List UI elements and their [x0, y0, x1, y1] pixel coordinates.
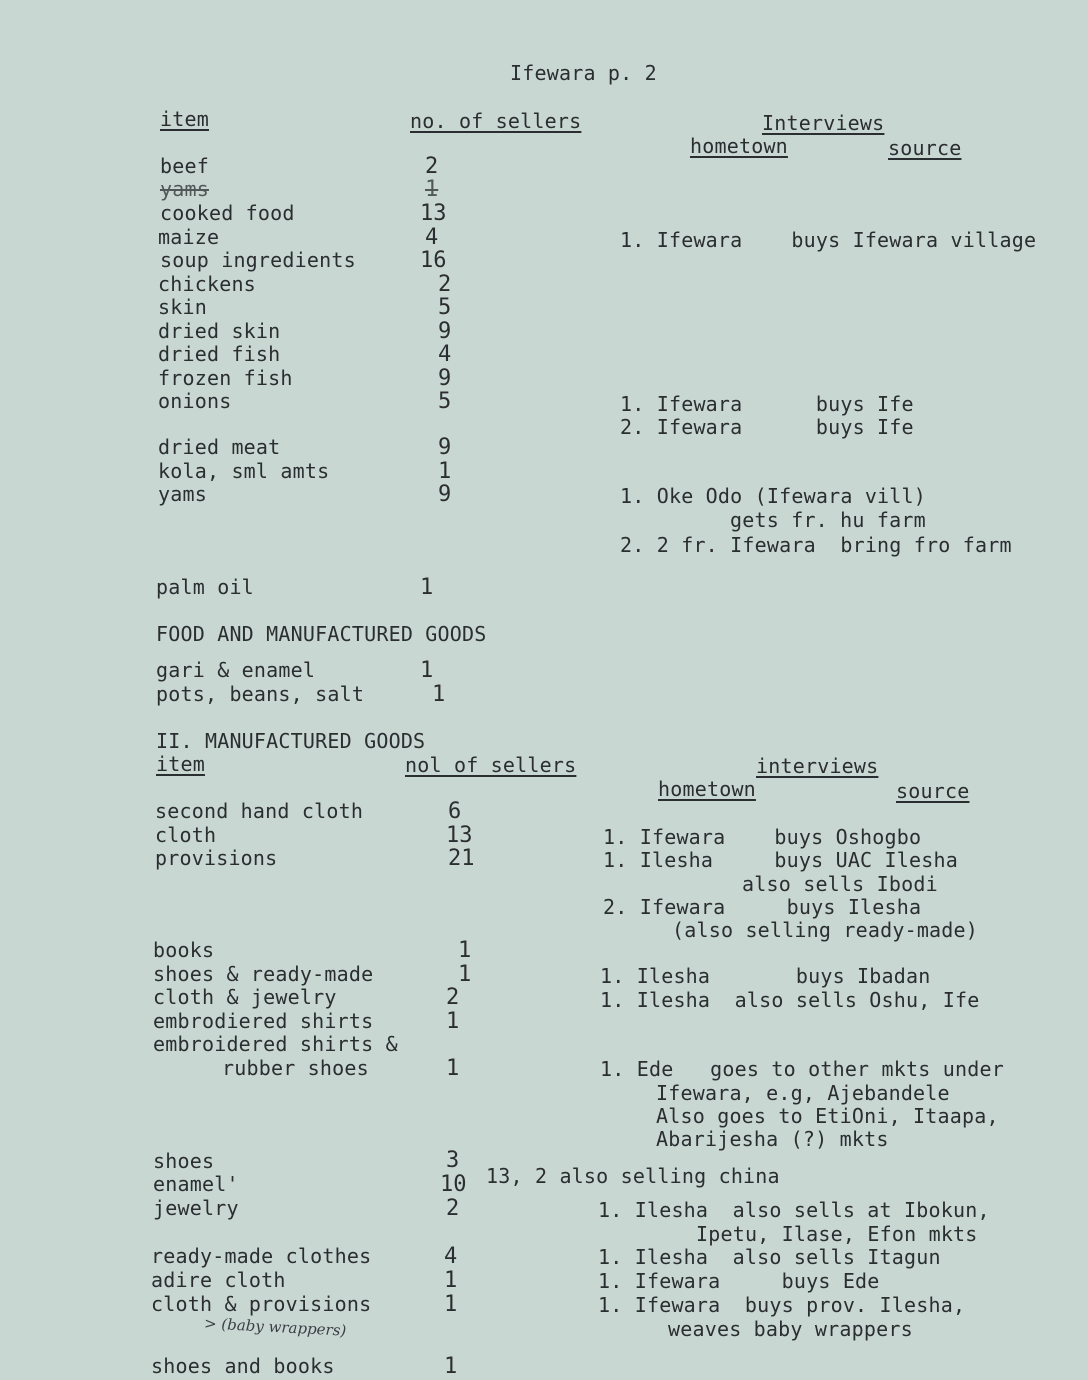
item-count: 21: [448, 846, 475, 871]
item-count: 13: [446, 823, 473, 848]
col-hometown-header: hometown: [658, 777, 756, 801]
item-count: 4: [425, 225, 439, 250]
col-interviews-header: interviews: [756, 754, 879, 778]
item-name: beef: [160, 154, 209, 178]
item-name: shoes: [153, 1149, 215, 1173]
item-count: 6: [448, 799, 462, 824]
col-item-header: item: [156, 752, 205, 776]
item-name: dried skin: [158, 319, 281, 343]
interview-entry: 2. Ifewara buys Ilesha: [603, 895, 922, 919]
interview-entry: 1. Ifewara buys Ede: [598, 1269, 880, 1293]
item-name: shoes & ready-made: [153, 962, 374, 986]
item-name: enamel': [153, 1172, 239, 1196]
item-count: 10: [440, 1172, 467, 1197]
item-name: cloth: [155, 823, 217, 847]
item-count: 4: [438, 342, 452, 367]
item-count: 9: [438, 482, 452, 507]
item-name: dried meat: [158, 435, 281, 459]
item-name: embroidered shirts &: [153, 1032, 398, 1056]
item-name: jewelry: [153, 1196, 239, 1220]
item-name: provisions: [155, 846, 278, 870]
interview-entry: 1. Ilesha also sells Oshu, Ife: [600, 988, 980, 1012]
item-name: chickens: [158, 272, 256, 296]
interview-entry: Abarijesha (?) mkts: [656, 1127, 889, 1151]
item-count: 1: [438, 459, 452, 484]
interview-entry: 1. Ifewara buys Ifewara village: [620, 228, 1037, 252]
item-count: 1: [420, 658, 434, 683]
item-count: 1: [432, 682, 446, 707]
section-heading: FOOD AND MANUFACTURED GOODS: [156, 622, 487, 646]
page-title: Ifewara p. 2: [510, 61, 657, 85]
item-count: 2: [425, 154, 439, 179]
interview-entry: 2. 2 fr. Ifewara bring fro farm: [620, 533, 1012, 557]
item-name: soup ingredients: [160, 248, 356, 272]
item-count: 9: [438, 366, 452, 391]
item-name: cooked food: [160, 201, 295, 225]
item-count-struck: 1: [425, 177, 439, 202]
col-sellers-header: no. of sellers: [410, 109, 582, 133]
item-count: 1: [420, 575, 434, 600]
interview-entry: Ipetu, Ilase, Efon mkts: [696, 1222, 978, 1246]
item-name: yams: [158, 482, 207, 506]
item-count: 16: [420, 248, 447, 273]
item-count: 2: [438, 272, 452, 297]
item-count: 1: [444, 1354, 458, 1379]
item-name: onions: [158, 389, 232, 413]
interview-entry: gets fr. hu farm: [730, 508, 926, 532]
item-count: 5: [438, 295, 452, 320]
item-count: 5: [438, 389, 452, 414]
item-name-struck: yams: [160, 177, 209, 201]
item-count: 9: [438, 435, 452, 460]
item-name: adire cloth: [151, 1268, 286, 1292]
item-count: 1: [446, 1056, 460, 1081]
handwritten-note: > (baby wrappers): [203, 1314, 347, 1340]
interview-entry: (also selling ready-made): [672, 918, 979, 942]
item-name: second hand cloth: [155, 799, 364, 823]
item-name: cloth & jewelry: [153, 985, 337, 1009]
item-name: embrodiered shirts: [153, 1009, 374, 1033]
col-interviews-header: Interviews: [762, 111, 885, 135]
item-name: frozen fish: [158, 366, 293, 390]
item-name: maize: [158, 225, 220, 249]
item-count: 1: [446, 1009, 460, 1034]
interview-entry: Ifewara, e.g, Ajebandele: [656, 1081, 950, 1105]
interview-entry: also sells Ibodi: [742, 872, 938, 896]
item-count: 1: [444, 1268, 458, 1293]
item-name: kola, sml amts: [158, 459, 330, 483]
item-count: 1: [458, 938, 472, 963]
interview-entry: 1. Oke Odo (Ifewara vill): [620, 484, 927, 508]
col-hometown-header: hometown: [690, 134, 788, 158]
item-name: books: [153, 938, 215, 962]
item-name: ready-made clothes: [151, 1244, 372, 1268]
interview-entry: 2. Ifewara buys Ife: [620, 415, 914, 439]
item-count: 9: [438, 319, 452, 344]
col-sellers-header: nol of sellers: [405, 753, 577, 777]
interview-entry: 1. Ifewara buys Oshogbo: [603, 825, 922, 849]
interview-entry: weaves baby wrappers: [668, 1317, 913, 1341]
item-count: 4: [444, 1244, 458, 1269]
interview-entry: Also goes to EtiOni, Itaapa,: [656, 1104, 999, 1128]
item-name: skin: [158, 295, 207, 319]
item-count: 3: [446, 1148, 460, 1173]
item-name: rubber shoes: [222, 1056, 369, 1080]
interview-entry: 1. Ifewara buys prov. Ilesha,: [598, 1293, 966, 1317]
item-name: cloth & provisions: [151, 1292, 372, 1316]
item-count: 2: [446, 985, 460, 1010]
item-count: 1: [458, 962, 472, 987]
interview-entry: 1. Ilesha buys UAC Ilesha: [603, 848, 958, 872]
section-heading: II. MANUFACTURED GOODS: [156, 729, 426, 753]
interview-entry: 1. Ifewara buys Ife: [620, 392, 914, 416]
col-source-header: source: [888, 136, 962, 160]
col-item-header: item: [160, 107, 209, 131]
interview-entry: 1. Ilesha buys Ibadan: [600, 964, 931, 988]
col-source-header: source: [896, 779, 970, 803]
item-name: palm oil: [156, 575, 254, 599]
item-name: dried fish: [158, 342, 281, 366]
item-count: 13: [420, 201, 447, 226]
item-name: pots, beans, salt: [156, 682, 365, 706]
interview-entry: 13, 2 also selling china: [486, 1164, 780, 1188]
interview-entry: 1. Ede goes to other mkts under: [600, 1057, 1004, 1081]
interview-entry: 1. Ilesha also sells at Ibokun,: [598, 1198, 990, 1222]
item-count: 2: [446, 1196, 460, 1221]
item-name: gari & enamel: [156, 658, 316, 682]
item-count: 1: [444, 1292, 458, 1317]
item-name: shoes and books: [151, 1354, 335, 1378]
interview-entry: 1. Ilesha also sells Itagun: [598, 1245, 941, 1269]
